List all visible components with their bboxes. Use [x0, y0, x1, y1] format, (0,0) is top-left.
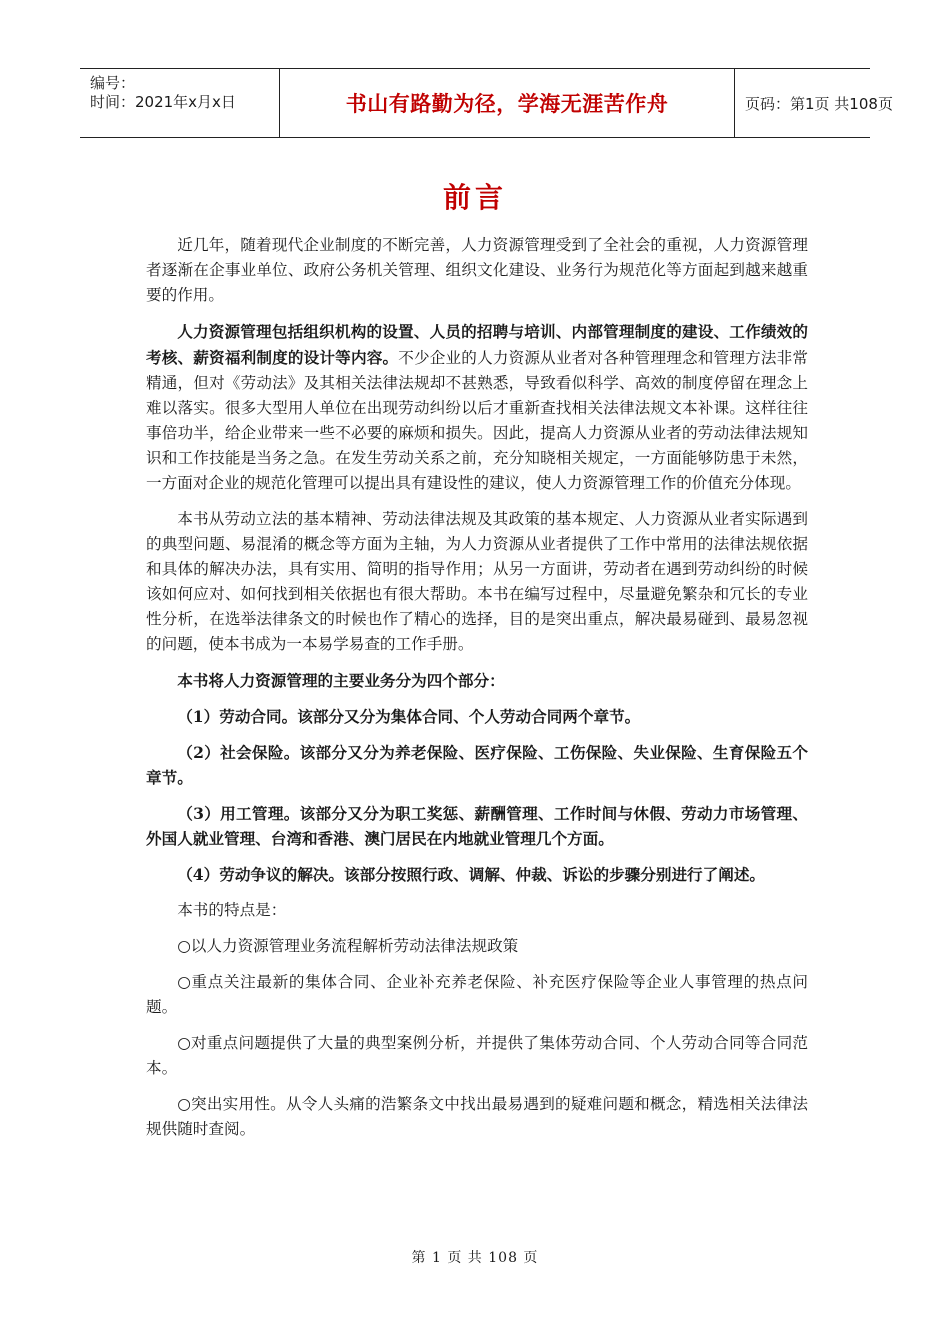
- document-number-label: 编号：: [90, 74, 136, 92]
- part-item: （1）劳动合同。该部分又分为集体合同、个人劳动合同两个章节。: [177, 707, 641, 726]
- paragraph: 近几年，随着现代企业制度的不断完善，人力资源管理受到了全社会的重视，人力资源管理者逐渐在企事业单位、政府公务机关管理、组织文化建设、业务行为规范化等方面起到越来越重要的作用。: [146, 236, 808, 304]
- feature-item: ○重点关注最新的集体合同、企业补充养老保险、补充医疗保险等企业人事管理的热点问题。: [146, 973, 808, 1016]
- part-item: （2）社会保险。该部分又分为养老保险、医疗保险、工伤保险、失业保险、生育保险五个章节。: [146, 743, 808, 787]
- feature-item: ○以人力资源管理业务流程解析劳动法律法规政策: [177, 937, 519, 955]
- paragraph: 本书从劳动立法的基本精神、劳动法律法规及其政策的基本规定、人力资源从业者实际遇到的典型问题、易混淆的概念等方面为主轴，为人力资源从业者提供了工作中常用的法律法规依据和具体的解决办法，具有实用、简明的指导作用；从另一方面讲，劳动者在遇到劳动纠纷的时候该如何应对、如何找到相关依据也有很大帮助。本书在编写过程中，尽量避免繁杂和冗长的专业性分析，在选举法律条文的时候也作了精心的选择，目的是突出重点，解决最易碰到、最易忽视的问题，使本书成为一本易学易查的工作手册。: [146, 510, 808, 653]
- header-motto-cell: [280, 69, 735, 137]
- part-item: （3）用工管理。该部分又分为职工奖惩、薪酬管理、工作时间与休假、劳动力市场管理、外国人就业管理、台湾和香港、澳门居民在内地就业管理几个方面。: [146, 804, 808, 848]
- header-motto: 书山有路勤为径，学海无涯苦作舟: [345, 92, 669, 116]
- document-body: [146, 233, 808, 1153]
- feature-item: ○对重点问题提供了大量的典型案例分析，并提供了集体劳动合同、个人劳动合同等合同范本。: [146, 1034, 808, 1077]
- page-header: [80, 68, 893, 138]
- part-item: （4）劳动争议的解决。该部分按照行政、调解、仲裁、诉讼的步骤分别进行了阐述。: [177, 865, 766, 884]
- page-footer: 第 1 页 共 108 页: [411, 1250, 539, 1266]
- feature-item: ○突出实用性。从令人头痛的浩繁条文中找出最易遇到的疑难问题和概念，精选相关法律法规供随时查阅。: [146, 1095, 808, 1138]
- features-intro: 本书的特点是：: [177, 901, 287, 919]
- header-page-cell: [735, 69, 893, 137]
- header-meta-cell: [80, 69, 280, 137]
- paragraph-text: 不少企业的人力资源从业者对各种管理理念和管理方法非常精通，但对《劳动法》及其相关法律法规却不甚熟悉，导致看似科学、高效的制度停留在理念上难以落实。很多大型用人单位在出现劳动纠纷以后才重新查找相关法律法规文本补课。这样往往事倍功半，给企业带来一些不必要的麻烦和损失。因此，提高人力资源从业者的劳动法律法规知识和工作技能是当务之急。在发生劳动关系之前，充分知晓相关规定，一方面能够防患于未然，一方面对企业的规范化管理可以提出具有建设性的建议，使人力资源管理工作的价值充分体现。: [146, 349, 808, 492]
- paragraph-bold-lead: 人力资源管理包括组织机构的设置、人员的招聘与培训、内部管理制度的建设、工作绩效的考核、薪资福利制度的设计等内容。: [146, 322, 808, 367]
- header-page-info: 页码：第1页 共108页: [745, 94, 893, 113]
- paragraph: [146, 319, 808, 496]
- page-title: 前言: [442, 181, 507, 214]
- document-time-label: 时间：2021年x月x日: [90, 93, 236, 111]
- paragraph-heading: 本书将人力资源管理的主要业务分为四个部分：: [177, 671, 505, 690]
